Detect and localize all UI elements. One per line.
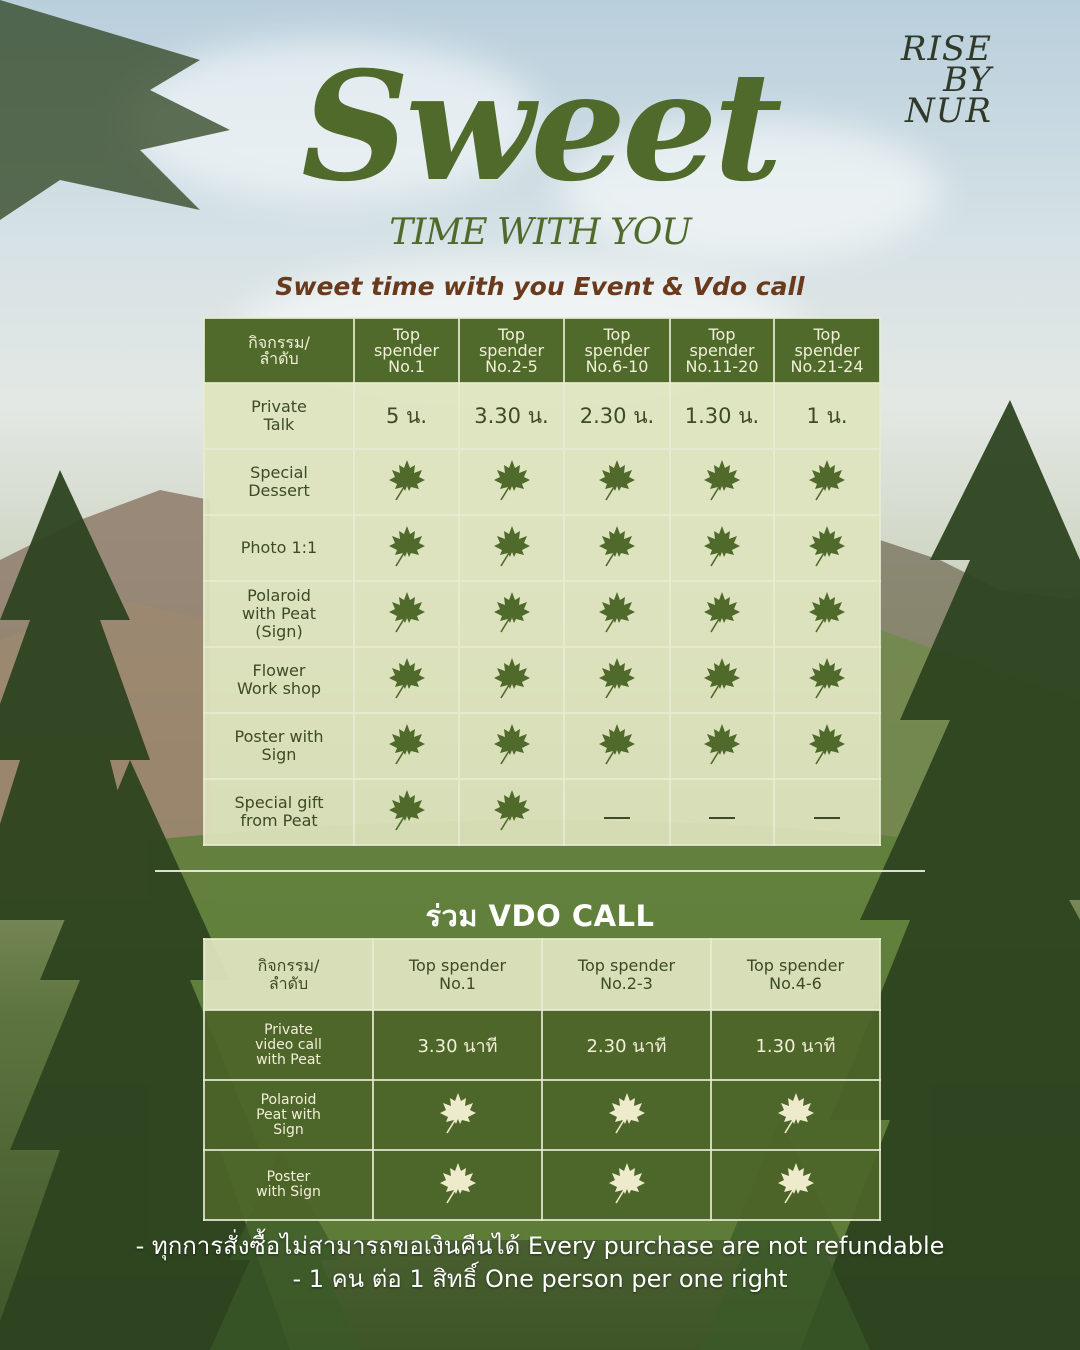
event-table-cell-value: 1.30 น. [670, 383, 774, 449]
event-table-row-label-text: Work shop [236, 679, 322, 698]
event-table-column-header-text: Top [708, 324, 736, 344]
event-table-column-header-text: Top [813, 324, 841, 344]
event-table-row-label [204, 383, 354, 449]
maple-leaf-icon [388, 458, 426, 502]
footer-notes [0, 1230, 1080, 1296]
event-table-column-header-text: No.1 [388, 356, 425, 376]
vdo-table-row-label [204, 1150, 373, 1220]
vdo-table-column-header [711, 939, 880, 1010]
event-table-column-header-text: spender [373, 340, 440, 360]
page-subtitle: TIME WITH YOU [389, 212, 691, 253]
event-table-cell-included [459, 581, 564, 647]
event-table-cell-included [354, 647, 459, 713]
event-table-row-label-text: (Sign) [255, 622, 303, 641]
vdo-table-cell-included [711, 1150, 880, 1220]
event-table-row-label-text: from Peat [240, 811, 318, 830]
maple-leaf-icon [703, 524, 741, 568]
note-one-right: - 1 คน ต่อ 1 สิทธิ์ One person per one right [292, 1265, 788, 1293]
maple-leaf-icon [703, 590, 741, 634]
vdo-table-column-header [373, 939, 542, 1010]
maple-leaf-icon [493, 590, 531, 634]
maple-leaf-icon [493, 656, 531, 700]
event-table-cell-included [354, 713, 459, 779]
maple-leaf-icon [388, 524, 426, 568]
event-table-row-label [204, 713, 354, 779]
vdo-table-cell-included [542, 1080, 711, 1150]
event-table-cell-value: 5 น. [354, 383, 459, 449]
vdo-table-row-label-text: with Sign [256, 1184, 321, 1200]
dash-icon [814, 817, 840, 819]
event-table-row [204, 713, 880, 779]
section-divider [155, 870, 925, 872]
event-table-column-header [564, 318, 670, 383]
event-table-row-label-text: Special [250, 463, 308, 482]
event-table-cell-included [459, 647, 564, 713]
event-table-row [204, 449, 880, 515]
maple-leaf-icon [598, 458, 636, 502]
event-table-corner-text: กิจกรรม/ [248, 332, 310, 352]
event-table-cell-value: 1 น. [774, 383, 880, 449]
event-table-column-header-text: No.21-24 [790, 356, 864, 376]
event-table-column-header-text: No.6-10 [585, 356, 649, 376]
event-table-cell-included [354, 449, 459, 515]
event-table-cell-value: 2.30 น. [564, 383, 670, 449]
event-table-column-header [354, 318, 459, 383]
event-table-cell-included [354, 581, 459, 647]
vdo-table-row-label-text: with Peat [256, 1051, 321, 1068]
vdo-table-column-header-text: No.4-6 [769, 973, 822, 993]
event-table-row [204, 581, 880, 647]
event-table-row-label-text: Sign [261, 745, 297, 764]
event-table-row [204, 515, 880, 581]
event-table-column-header [774, 318, 880, 383]
event-table-cell-not-included [564, 779, 670, 845]
vdo-table-row-label-text: Peat with [256, 1106, 321, 1123]
event-table-row-label [204, 581, 354, 647]
vdo-table-body [204, 1010, 880, 1220]
vdo-table-cell-value: 1.30 นาที [711, 1010, 880, 1080]
maple-leaf-icon [703, 656, 741, 700]
maple-leaf-icon [493, 788, 531, 832]
event-table-row-label-text: Private [251, 397, 307, 416]
event-table-column-header-text: Top [603, 324, 631, 344]
vdo-table-column-header-text: Top spender [408, 955, 507, 975]
event-table-cell-included [670, 647, 774, 713]
event-table-cell-included [564, 713, 670, 779]
event-table-cell-included [774, 713, 880, 779]
event-table-cell-included [670, 581, 774, 647]
maple-leaf-icon [703, 722, 741, 766]
event-table-row-label [204, 647, 354, 713]
event-table-cell-included [564, 581, 670, 647]
maple-leaf-icon [493, 458, 531, 502]
vdo-table-corner-header [204, 939, 373, 1010]
event-table-cell-included [670, 515, 774, 581]
event-table-body [204, 383, 880, 845]
maple-leaf-icon [808, 590, 846, 634]
vdo-table-row-label-text: Poster [266, 1169, 311, 1185]
vdo-table-row [204, 1010, 880, 1080]
vdo-table-cell-included [373, 1080, 542, 1150]
event-table-row [204, 383, 880, 449]
event-title: Sweet time with you Event & Vdo call [275, 272, 805, 301]
event-table-column-header [670, 318, 774, 383]
vdo-table-cell-included [373, 1150, 542, 1220]
maple-leaf-icon [777, 1161, 815, 1205]
event-table-row [204, 779, 880, 845]
vdo-table-row [204, 1150, 880, 1220]
event-table-column-header-text: Top [498, 324, 525, 344]
maple-leaf-icon [388, 722, 426, 766]
event-table-cell-included [354, 779, 459, 845]
maple-leaf-icon [808, 656, 846, 700]
event-table-row-label [204, 515, 354, 581]
maple-leaf-icon [439, 1161, 477, 1205]
event-table-row-label-text: Flower [252, 661, 306, 680]
event-table-row-label-text: Special gift [234, 793, 324, 812]
maple-leaf-icon [493, 524, 531, 568]
maple-leaf-icon [808, 722, 846, 766]
event-table-cell-included [459, 449, 564, 515]
event-table-column-header-text: Top [393, 324, 420, 344]
maple-leaf-icon [439, 1091, 477, 1135]
vdo-table-row [204, 1080, 880, 1150]
event-table-row-label-text: Photo 1:1 [240, 538, 318, 557]
event-table-cell-included [670, 449, 774, 515]
event-table-cell-included [459, 713, 564, 779]
maple-leaf-icon [777, 1091, 815, 1135]
vdo-table-column-header-text: No.2-3 [600, 973, 653, 993]
event-table-cell-not-included [670, 779, 774, 845]
vdo-table-cell-value: 2.30 นาที [542, 1010, 711, 1080]
page-title: Sweet [301, 39, 779, 215]
event-table-cell-included [774, 449, 880, 515]
maple-leaf-icon [808, 458, 846, 502]
brand-line-3: NUR [904, 91, 992, 131]
event-table-header [204, 318, 880, 383]
vdo-table-column-header-text: Top spender [577, 955, 676, 975]
maple-leaf-icon [388, 788, 426, 832]
event-table-row-label-text: Dessert [248, 481, 310, 500]
event-table-row [204, 647, 880, 713]
vdo-section-title: ร่วม VDO CALL [425, 899, 655, 933]
event-table-column-header-text: spender [794, 340, 860, 360]
event-table-row-label-text: Polaroid [247, 586, 311, 605]
event-table-cell-value: 3.30 น. [459, 383, 564, 449]
event-table-column-header-text: No.2-5 [485, 356, 538, 376]
vdo-table-corner-text: ลำดับ [268, 973, 309, 993]
event-table-cell-included [564, 647, 670, 713]
event-table-cell-included [354, 515, 459, 581]
vdo-table-row-label-text: video call [255, 1036, 322, 1053]
vdo-table-row-label-text: Polaroid [260, 1091, 317, 1108]
maple-leaf-icon [598, 590, 636, 634]
event-table-column-header-text: spender [478, 340, 545, 360]
event-table-cell-not-included [774, 779, 880, 845]
vdo-table-column-header-text: No.1 [439, 973, 476, 993]
maple-leaf-icon [608, 1161, 646, 1205]
brand-line-1: RISE [900, 29, 992, 69]
event-table-row-label-text: with Peat [241, 604, 317, 623]
vdo-table-cell-value: 3.30 นาที [373, 1010, 542, 1080]
vdo-table-row-label [204, 1080, 373, 1150]
event-table-cell-included [459, 515, 564, 581]
event-table-cell-included [564, 515, 670, 581]
vdo-table-header [204, 939, 880, 1010]
brand-line-2: BY [943, 60, 992, 100]
event-table-column-header-text: spender [584, 340, 650, 360]
event-table-cell-included [774, 581, 880, 647]
maple-leaf-icon [808, 524, 846, 568]
event-table-column-header-text: No.11-20 [685, 356, 759, 376]
event-table-cell-included [564, 449, 670, 515]
maple-leaf-icon [598, 656, 636, 700]
event-table [203, 317, 881, 846]
vdo-table-cell-included [542, 1150, 711, 1220]
event-table-row-label [204, 449, 354, 515]
vdo-table-column-header [542, 939, 711, 1010]
maple-leaf-icon [608, 1091, 646, 1135]
maple-leaf-icon [703, 458, 741, 502]
vdo-table-cell-included [711, 1080, 880, 1150]
event-table-corner-text: ลำดับ [259, 348, 299, 368]
maple-leaf-icon [598, 722, 636, 766]
note-refund: - ทุกการสั่งซื้อไม่สามารถขอเงินคืนได้ Every purchase are not refundable [135, 1232, 945, 1260]
event-table-corner-header [204, 318, 354, 383]
vdo-table-row-label-text: Private [264, 1021, 313, 1038]
vdo-table-corner-text: กิจกรรม/ [257, 955, 320, 975]
event-table-cell-included [774, 515, 880, 581]
event-table-cell-included [459, 779, 564, 845]
event-table-row-label-text: Talk [263, 415, 295, 434]
event-table-cell-included [670, 713, 774, 779]
event-table-row-label [204, 779, 354, 845]
event-table-column-header-text: spender [689, 340, 755, 360]
maple-leaf-icon [388, 656, 426, 700]
vdo-table-row-label [204, 1010, 373, 1080]
dash-icon [604, 817, 630, 819]
event-table-cell-included [774, 647, 880, 713]
event-table-column-header [459, 318, 564, 383]
event-table-row-label-text: Poster with [234, 727, 324, 746]
vdo-table-column-header-text: Top spender [746, 955, 845, 975]
dash-icon [709, 817, 735, 819]
vdo-table-row-label-text: Sign [273, 1121, 304, 1138]
vdo-table [203, 938, 881, 1221]
maple-leaf-icon [493, 722, 531, 766]
maple-leaf-icon [388, 590, 426, 634]
maple-leaf-icon [598, 524, 636, 568]
